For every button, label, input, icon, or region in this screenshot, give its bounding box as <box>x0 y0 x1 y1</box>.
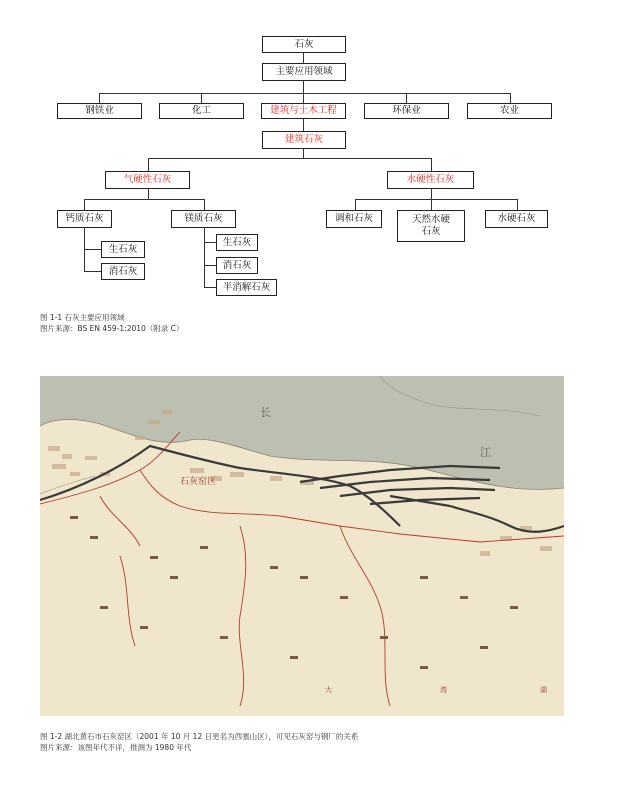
node-magnesium-lime: 镁质石灰 <box>171 210 236 228</box>
node-chemical: 化工 <box>159 103 244 119</box>
node-slaked-lime: 消石灰 <box>216 257 258 274</box>
connector <box>84 199 204 200</box>
connector <box>204 228 205 288</box>
connector <box>148 158 431 159</box>
connector <box>204 199 205 210</box>
node-calcium-lime: 钙质石灰 <box>57 210 112 228</box>
node-environmental: 环保业 <box>364 103 449 119</box>
node-blended-lime: 调和石灰 <box>326 210 382 228</box>
connector <box>204 242 216 243</box>
node-natural-hydraulic-lime: 天然水硬石灰 <box>397 210 465 242</box>
connector <box>148 189 149 199</box>
connector <box>510 93 511 103</box>
connector <box>431 199 432 210</box>
figure-caption-2 <box>40 731 358 753</box>
map-label-bay: 湾 <box>440 686 447 694</box>
node-construction: 建筑与土木工程 <box>261 103 346 119</box>
connector <box>355 199 356 210</box>
map-label-hu: 湖 <box>540 686 547 694</box>
connector <box>355 199 517 200</box>
connector <box>201 93 202 103</box>
connector <box>99 93 510 94</box>
connector <box>84 271 101 272</box>
node-quicklime: 生石灰 <box>216 234 258 251</box>
connector <box>303 93 304 103</box>
connector <box>517 199 518 210</box>
connector <box>303 149 304 158</box>
node-slaked-lime: 消石灰 <box>101 263 145 280</box>
map-label-chang: 长 <box>260 406 271 419</box>
node-main-fields: 主要应用领域 <box>262 63 346 81</box>
connector <box>148 158 149 171</box>
figure-caption-1 <box>40 312 183 334</box>
node-steel: 钢铁业 <box>57 103 142 119</box>
connector <box>84 228 85 272</box>
node-air-lime: 气硬性石灰 <box>105 171 190 189</box>
connector <box>99 93 100 103</box>
connector <box>431 189 432 199</box>
map-label-district: 石灰窑区 <box>180 477 217 487</box>
connector <box>303 81 304 93</box>
connector <box>84 199 85 210</box>
map-label-jiang: 江 <box>480 446 491 459</box>
connector <box>204 265 216 266</box>
node-semi-slaked-lime: 半消解石灰 <box>216 279 277 296</box>
caption-source: 图片来源：BS EN 459-1:2010（附录 C） <box>40 324 184 333</box>
caption-source: 图片来源：该图年代不详，推测为 1980 年代 <box>40 743 192 752</box>
node-lime: 石灰 <box>262 36 346 53</box>
connector <box>204 287 216 288</box>
node-agriculture: 农业 <box>467 103 552 119</box>
historical-map <box>40 376 564 716</box>
node-hydraulic-lime-sub: 水硬石灰 <box>485 210 548 228</box>
connector <box>406 93 407 103</box>
caption-title: 图 1-2 湖北黄石市石灰窑区（2001 年 10 月 12 日更名为西塞山区），可见石灰窑与钢厂的关系 <box>40 732 359 741</box>
caption-title: 图 1-1 石灰主要应用领域 <box>40 313 125 322</box>
connector <box>84 249 101 250</box>
node-quicklime: 生石灰 <box>101 241 145 258</box>
map-label-da: 大 <box>325 686 332 694</box>
node-building-lime: 建筑石灰 <box>262 131 346 149</box>
connector <box>303 53 304 63</box>
connector <box>303 119 304 131</box>
connector <box>431 158 432 171</box>
node-hydraulic-lime: 水硬性石灰 <box>387 171 474 189</box>
